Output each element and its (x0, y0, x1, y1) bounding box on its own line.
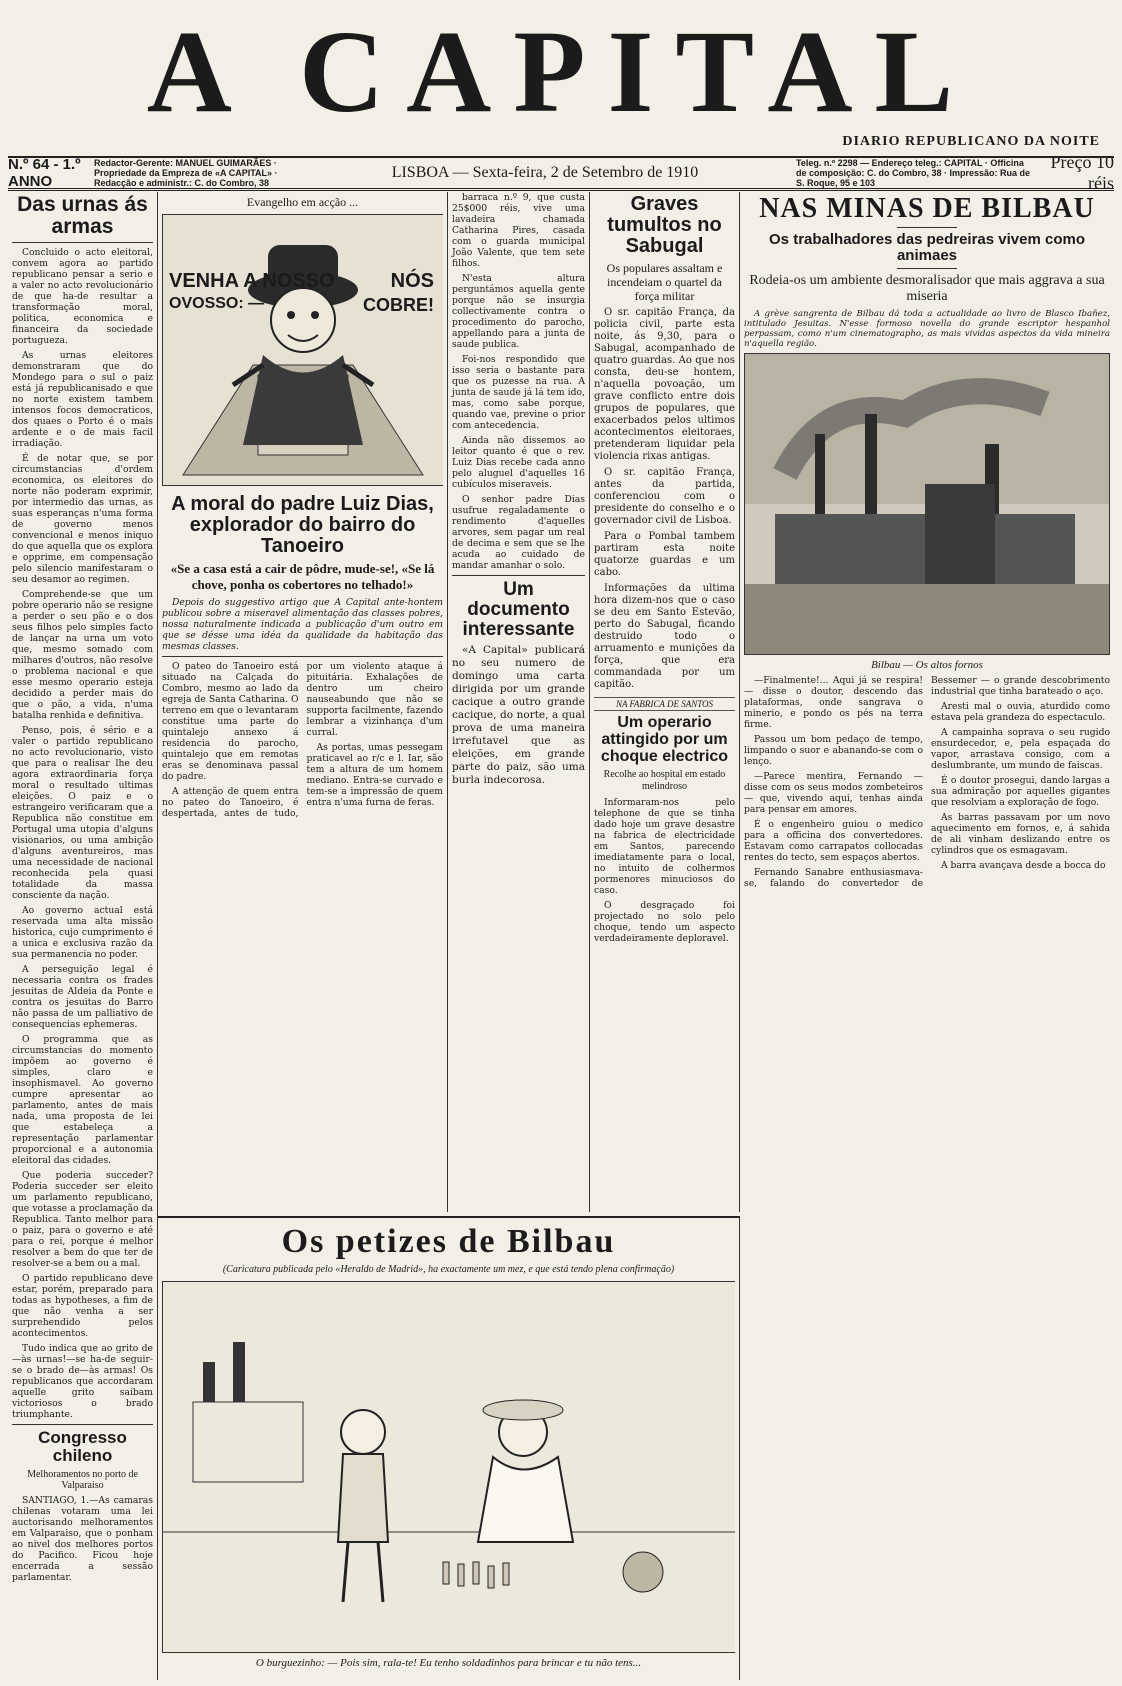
subheadline-sabugal: Os populares assaltam e incendeiam o quartel da força militar (606, 261, 723, 303)
article-paragraph: As portas, umas pessegam praticavel ao r/c e l. Iar, são tem a altura de um homem mediano. Entra-se curvado e tem-se a impressão de quem entra n'uma furna de feras. (306, 742, 443, 808)
petizes-cartoon (162, 1281, 735, 1653)
columns (8, 192, 1114, 1680)
priest-cartoon (162, 214, 443, 486)
article-paragraph: Para o Pombal tambem partiram esta noite quatorze guardas e um cabo. (594, 531, 735, 578)
article-paragraph: Passou um bom pedaço de tempo, limpando o suor e abanando-se com o lenço. (744, 733, 923, 767)
article-intro: Depois do suggestivo artigo que A Capital ante-hontem publicou sobre a miseravel alimentação das classes pobres, nossa naturalmente indicada a publicação d'um outro em que se désse uma idéa da qualidade da habitação das mesmas classes. (162, 597, 443, 652)
headline-congresso-chileno: Congresso chileno (38, 1428, 127, 1465)
article-paragraph: A perseguição legal é necessaria contra os frades jesuitas de Aldeia da Ponte e contra os jesuitas do Barro não passa de um palliativo de consequencias ephemeras. (12, 964, 153, 1031)
article-paragraph: A campainha soprava o seu rugido ensurdecedor, e, pela espaçada do vapor, arrastava consigo, com a deslumbrante, um mundo de faiscas. (931, 726, 1110, 771)
headline-sabugal: Graves tumultos no Sabugal (607, 193, 722, 257)
article-paragraph: O programma que as circumstancias do momento impõem ao governo é simples, claro e insophismavel. Ao governo cumpre apresentar ao parlamento, antes de mais nada, uma proposta de lei que estabeleça a representação parlamentar proporcional e a autonomia eleitoral das cidades. (12, 1034, 153, 1167)
article-paragraph: O senhor padre Dias usufrue regaladamente o rendimento d'aquelles arvores, sem pagar um real de decima e sem que se lhe acuda ao cuidado de mandar amanhar o solo. (452, 494, 585, 571)
article-paragraph: —Finalmente!... Aqui já se respira! — disse o doutor, descendo das plataformas, onde sangrava o minerio, e pondo os pés na terra firme. (744, 674, 923, 730)
article-paragraph: É o engenheiro guiou o medico para a officina dos convertedores. Estavam como carrapatos collocadas rentes do tecto, sem espaços abertos. (744, 818, 923, 863)
cartoon-kicker: Evangelho em acção ... (246, 195, 359, 209)
cartoon-text-left: VENHA A NOSSO (169, 270, 335, 292)
cartoon-text-left2: OVOSSO: — (169, 295, 265, 312)
article-columns (162, 661, 443, 819)
column-1 (8, 192, 158, 1680)
newspaper-subtitle: DIARIO REPUBLICANO DA NOITE (842, 134, 1100, 149)
article-paragraph: O sr. capitão França, da policia civil, parte esta noite, ás 9,30, para o Sabugal, acompanhado de quatro guardas. Ao que nos consta, deu-se hontem, n'aquella povoação, um grave conflicto entre dois grupos de populares, que exacerbados pelos ultimos acontecimentos eleitoraes, pretenderam liquidar pela violencia rixas antigas. (594, 307, 735, 462)
headline-documento-interessante: Um documento interessante (462, 579, 575, 640)
divider (897, 268, 957, 269)
article-paragraph: barraca n.º 9, que custa 25$000 réis, vive uma lavadeira chamada Catharina Pires, casada com o guarda municipal João Valente, que tem sete filhos. (452, 192, 585, 269)
newspaper-title: A CAPITAL (146, 6, 976, 137)
article-paragraph: Que poderia succeder? Poderia succeder ser eleito um parlamento republicano, que votasse a proclamação da Republica. Tanto melhor para o paiz, para o governo e até para o rei, porque é melhor resolver a bem do que ter de resolver-se a bem ou a mal. (12, 1170, 153, 1270)
article-paragraph: Aresti mal o ouvia, aturdido como estava pela grandeza do espectaculo. (931, 700, 1110, 723)
article-paragraph: Comprehende-se que um pobre operario não se resigne a perder o seu pão e o dos seus filhos pelo simples facto de lançar na urna um voto que, mesmo somado com milhares d'outros, não resolve o problema nacional e que esse mesmo operario esteja decidido a perder mais do que o pão, a vida, n'uma batalha renhida e definitiva. (12, 589, 153, 722)
article-paragraph: Tudo indica que ao grito de—às urnas!—se ha-de seguir-se o brado de—às armas! Os republicanos que accordaram aquelle grito saibam victoriosos o brado triumphante. (12, 1343, 153, 1421)
subheadline-trabalhadores: Os trabalhadores das pedreiras vivem como animaes (769, 231, 1085, 265)
priest-cartoon-drawing (163, 215, 443, 485)
divider (162, 656, 443, 657)
headline-operario: Um operario attingido por um choque electrico (600, 714, 729, 765)
divider (452, 575, 585, 576)
subheadline-operario: Recolhe ao hospital em estado melindroso (603, 769, 726, 793)
editors-info: Redactor-Gerente: MANUEL GUIMARÃES · Propriedade da Empreza de «A CAPITAL» · Redacção e administr.: C. do Combro, 38 (94, 158, 278, 188)
cartoon-caption: O burguezinho: — Pois sim, rala-te! Eu tenho soldadinhos para brincar e tu não tens... (255, 1656, 642, 1669)
quote-subheadline: «Se a casa está a cair de pôdre, mude-se!, «Se lá chove, ponha os cobertores no telhado!» (170, 561, 435, 592)
article-paragraph: Fernando Sanabre enthusiasmava-se, falando do convertedor de Bessemer — o grande descobrimento industrial que tinha barateado o aço. (744, 674, 1110, 889)
article-paragraph: N'esta altura perguntámos aquella gente porque não se insurgia collectivamente contra o procedimento do parocho, appellando para a junta de saude publica. (452, 273, 585, 350)
telephone-info: Teleg. n.º 2298 — Endereço teleg.: CAPITAL · Officina de composição: C. do Combro, 38 · Impressão: Rua de S. Roque, 95 e 103 (796, 158, 1031, 188)
article-paragraph: O sr. capitão França, antes da partida, conferenciou com o presidente do conselho e o governador civil de Lisboa. (594, 467, 735, 526)
article-columns (744, 675, 1110, 889)
subheadline-ambiente: Rodeia-os um ambiente desmoralisador que mais aggrava a sua miseria (749, 272, 1105, 304)
divider (897, 227, 957, 228)
cartoon-subheadline: (Caricatura publicada pelo «Heraldo de Madrid», ha exactamente um mez, e que está tendo plena confirmação) (222, 1263, 675, 1275)
article-paragraph: Informaram-nos pelo telephone de que se tinha dado hoje um grave desastre na fabrica de electricidade em Santos, parecendo imediatamente para o local, no intuito de colhermos pormenores minuciosos do caso. (594, 797, 735, 897)
article-paragraph: —Parece mentira, Fernando — disse com os seus modos zombeteiros — que, vivendo aqui, tenhas ainda para pensar em amores. (744, 770, 923, 815)
furnaces-photo-drawing (745, 354, 1109, 654)
headline-padre-luiz-dias: A moral do padre Luiz Dias, explorador do bairro do Tanoeiro (171, 493, 434, 557)
article-paragraph: Penso, pois, é sério e a valer o partido republicano no acto revolucionario, visto que para o realisar lhe deu agora extraordinaria força moral o resultado ultimas eleições. O paiz e o estrangeiro verificaram que a Republica não constitue em Portugal uma utopia d'alguns visionarios, ou uma ambição d'alguns aventureiros, mas uma necessidade de nacional reconhecida pela quasi totalidade da massa consciente da nação. (12, 725, 153, 902)
kicker-fabrica-santos: NA FABRICA DE SANTOS (594, 697, 735, 711)
article-paragraph: A barra avançava desde a bocca do (941, 859, 1106, 871)
petizes-cartoon-drawing (163, 1282, 735, 1652)
article-paragraph: A attenção de quem entra no pateo do Tanoeiro, é despertada, antes de tudo, por um violento ataque á pituitária. Exhalações de dentro um cheiro nauseabundo que não se supporta facilmente, fazendo lembrar a vizinhança d'um curral. (162, 661, 443, 819)
article-paragraph: As barras passavam por um novo aquecimento em fornos, e, á sahida de ali vinham deslizando entre os cylindros que os esmagavam. (931, 811, 1110, 856)
photo-caption: Bilbau — Os altos fornos (871, 658, 983, 671)
headline-das-urnas: Das urnas ás armas (17, 193, 148, 239)
article-paragraph: Informações da ultima hora dizem-nos que o caso se deu em Santo Estevão, perto do Sabugal, ficando destruido todo o arruamento e munições da força, que era commandada por um capitão. (594, 583, 735, 690)
divider (12, 242, 153, 243)
article-paragraph: As urnas eleitores demonstraram que do Mondego para o sul o paiz está já republicanisado e que no norte existem tambem intensos focos democraticos, dos quaes o Porto é o mais ardente e o de mais facil irradiação. (12, 350, 153, 450)
issue-number: N.º 64 - 1.º ANNO (8, 156, 81, 190)
article-paragraph: Ao governo actual está reservada uma alta missão historica, cujo cumprimento é a unica e exclusiva razão da sua permanencia no poder. (12, 905, 153, 961)
article-paragraph: É de notar que, se por circumstancias d'ordem economica, os eleitores do norte não poderam exprimir, por intermedio das urnas, as suas esperanças n'uma forma de governo menos convencional e menos iniquo do que aquella que os explora e opprime, em compensação pelo silencio manifestaram o seu desamor ao regimen. (12, 453, 153, 586)
article-paragraph: É o doutor prosegui, dando largas a sua admiração por aquelles gigantes que resolviam a exploração de fogo. (931, 774, 1110, 808)
article-paragraph: «A Capital» publicará no seu numero de domingo uma carta dirigida por um grande cacique a outro grande cacique, do norte, a qual prova de uma maneira irrefutavel que as eleições, em grande parte do paiz, são uma burla indecorosa. (452, 643, 585, 786)
column-5 (740, 192, 1114, 1680)
headline-minas-bilbau: NAS MINAS DE BILBAU (759, 193, 1095, 224)
column-3 (448, 192, 590, 1212)
column-4 (590, 192, 740, 1212)
cartoon-text-right: NÓS (390, 270, 434, 292)
divider (12, 1424, 153, 1425)
subheadline-valparaiso: Melhoramentos no porto de Valparaiso (27, 1468, 138, 1491)
headline-petizes-bilbau: Os petizes de Bilbau (281, 1223, 616, 1260)
info-bar (8, 152, 1114, 193)
article-paragraph: SANTIAGO, 1.—As camaras chilenas votaram uma lei auctorisando melhoramentos em Valparaiso, que o ponham ao nivel dos melhores portos do Pacifico. Ficou hoje encerrada a sessão parlamentar. (12, 1494, 153, 1583)
article-paragraph: Foi-nos respondido que isso seria o bastante para que os puzesse na rua. A junta de saude já lá tem ido, mas, como sabe porque, quando vae, previne o prior com antecedencia. (452, 354, 585, 431)
article-paragraph: O desgraçado foi projectado no solo pelo choque, tendo um aspecto verdadeiramente deploravel. (594, 900, 735, 945)
article-paragraph: O partido republicano deve estar, porém, preparado para todas as hypotheses, a fim de que não venha a ser surprehendido pelos acontecimentos. (12, 1273, 153, 1340)
article-intro: A grève sangrenta de Bilbau dá toda a actualidade ao livro de Blasco Ibañez, intitulado Jesuitas. N'esse formoso novella do grande escriptor hespanhol perpassam, como n'um cinematographo, as mais vividas aspectos da vida mineira n'aquella região. (744, 308, 1110, 349)
column-2 (158, 192, 448, 1212)
bottom-cartoon-section (158, 1216, 740, 1680)
article-paragraph: Concluido o acto eleitoral, convem agora ao partido republicano pensar a serio e a valer no acto revolucionário de que ha-de resultar a transformação moral, politica, economica e financeira da sociedade portugueza. (12, 247, 153, 347)
masthead (8, 6, 1114, 158)
article-paragraph: Ainda não dissemos ao leitor quanto é que o rev. Luiz Dias recebe cada anno pelo aluguel d'aquelles 16 cubículos miseraveis. (452, 435, 585, 490)
article-paragraph: O pateo do Tanoeiro está situado na Calçada do Combro, mesmo ao lado da egreja de Santa Catharina. O terreno em que o levantaram constitue uma parte do quintalejo annexo á residencia do parocho, quintalejo que em remotas eras se denominava passal do padre. (162, 661, 299, 782)
dateline: LISBOA — Sexta-feira, 2 de Setembro de 1910 (391, 164, 699, 181)
blast-furnaces-photo (744, 353, 1110, 655)
price: Preço 10 réis (1050, 152, 1114, 193)
cartoon-text-right2: COBRE! (363, 295, 434, 315)
